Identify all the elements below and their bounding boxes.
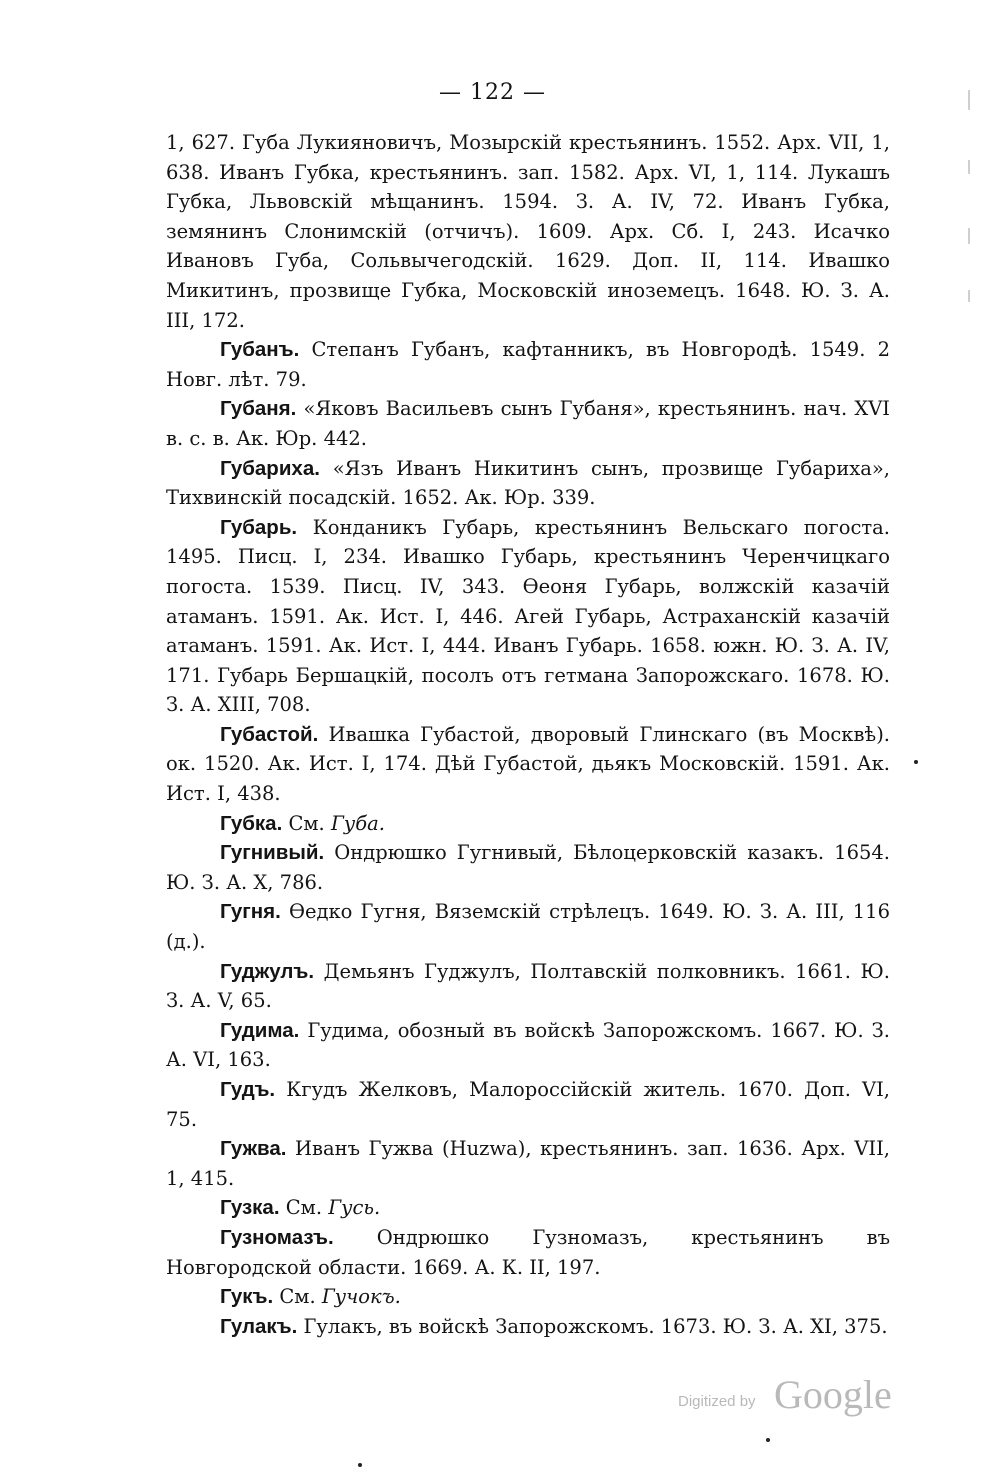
entry-headword: Гугня. <box>220 900 281 924</box>
entry-text: 1, 627. Губа Лукияновичъ, Мозырскій крестьянинъ. 1552. Арх. VII, 1, 638. Иванъ Губка, крестьянинъ. зап. 1582. Арх. VI, 1, 114. Лукашъ Губка, Львовскій мѣщанинъ. 1594. З. А. IV, 72. Иванъ Губка, земянинъ Слонимскій (отчичъ). 1609. Арх. Сб. I, 243. Исачко Ивановъ Губа, Сольвычегодскій. 1629. Доп. II, 114. Ивашко Микитинъ, прозвище Губка, Московскій иноземецъ. 1648. Ю. З. А. III, 172. <box>166 131 890 332</box>
entry-headword: Гужва. <box>220 1137 287 1161</box>
entry-headword: Гуджулъ. <box>220 959 315 983</box>
dictionary-entry-cross-reference <box>166 1193 890 1223</box>
google-logo: Google <box>774 1372 892 1417</box>
entry-headword: Губанъ. <box>220 338 300 362</box>
dictionary-entry <box>166 335 890 394</box>
entry-text: Иванъ Гужва (Huzwa), крестьянинъ. зап. 1636. Арх. VII, 1, 415. <box>166 1137 891 1190</box>
dictionary-entry <box>166 957 890 1016</box>
entry-text: Өедко Гугня, Вяземскій стрѣлецъ. 1649. Ю. З. А. III, 116 (д.). <box>166 900 890 954</box>
entry-text: Кгудъ Желковъ, Малороссійскій житель. 1670. Доп. VI, 75. <box>166 1078 891 1131</box>
entry-text: Степанъ Губанъ, кафтанникъ, въ Новгородѣ. 1549. 2 Новг. лѣт. 79. <box>166 338 890 391</box>
dictionary-entry-cross-reference <box>166 1282 890 1312</box>
dictionary-entry <box>166 1312 890 1342</box>
ink-speck <box>914 760 918 764</box>
entry-headword: Гукъ. <box>220 1285 274 1309</box>
entry-text: «Язъ Иванъ Никитинъ сынъ, прозвище Губариха», Тихвинскій посадскій. 1652. Ак. Юр. 339. <box>166 456 891 510</box>
digitized-by-google-watermark <box>678 1368 908 1418</box>
ink-speck <box>358 1463 362 1467</box>
ink-speck <box>766 1438 770 1442</box>
dictionary-entry <box>166 1223 890 1282</box>
scan-mark <box>968 90 970 110</box>
page-number: — 122 — <box>439 80 546 105</box>
dictionary-entry <box>166 394 890 453</box>
entry-headword: Губариха. <box>220 456 320 480</box>
dictionary-entry <box>166 454 890 513</box>
dictionary-entry <box>166 1016 890 1075</box>
entry-text: См. <box>288 811 325 835</box>
entry-text: Гулакъ, въ войскѣ Запорожскомъ. 1673. Ю. З. А. XI, 375. <box>303 1314 888 1338</box>
cross-reference-link: Гучокъ. <box>321 1285 401 1309</box>
dictionary-entry-cross-reference <box>166 809 890 839</box>
entry-text: Ивашка Губастой, дворовый Глинскаго (въ Москвѣ). ок. 1520. Ак. Ист. I, 174. Дѣй Губастой, дьякъ Московскій. 1591. Ак. Ист. I, 438. <box>166 722 891 806</box>
scan-mark <box>968 228 970 244</box>
dictionary-entry-continued <box>166 128 890 335</box>
cross-reference-link: Гусь. <box>328 1196 381 1220</box>
cross-reference-link: Губа. <box>330 811 385 835</box>
entry-text: Ондрюшко Гузномазъ, крестьянинъ въ Новгородской области. 1669. А. К. II, 197. <box>166 1225 890 1279</box>
entry-text: См. <box>279 1285 316 1309</box>
entry-text: Конданикъ Губарь, крестьянинъ Вельскаго погоста. 1495. Писц. I, 234. Ивашко Губарь, крестьянинъ Черенчицкаго погоста. 1539. Писц. IV, 343. Өеоня Губарь, волжскій казачій атаманъ. 1591. Ак. Ист. I, 446. Агей Губарь, Астраханскій казачій атаманъ. 1591. Ак. Ист. I, 444. Иванъ Губарь. 1658. южн. Ю. З. А. IV, 171. Губарь Бершацкій, посолъ отъ гетмана Запорожскаго. 1678. Ю. З. А. XIII, 708. <box>166 515 890 717</box>
dictionary-entry <box>166 838 890 897</box>
entry-headword: Гузка. <box>220 1196 280 1220</box>
entry-headword: Гудима. <box>220 1018 300 1042</box>
entry-headword: Губка. <box>220 811 283 835</box>
entry-headword: Губарь. <box>220 515 298 539</box>
dictionary-entry <box>166 897 890 956</box>
entry-headword: Гузномазъ. <box>220 1225 334 1249</box>
scan-mark <box>968 160 970 174</box>
dictionary-entries <box>166 128 890 1341</box>
dictionary-entry <box>166 1075 890 1134</box>
dictionary-entry <box>166 513 890 720</box>
entry-headword: Губаня. <box>220 397 297 421</box>
entry-text: Ондрюшко Гугнивый, Бѣлоцерковскій казакъ. 1654. Ю. З. А. X, 786. <box>166 841 890 894</box>
entry-headword: Гулакъ. <box>220 1314 298 1338</box>
page-edge-scan-marks <box>968 0 972 1476</box>
scan-mark <box>968 290 970 302</box>
watermark-prefix: Digitized by <box>678 1393 756 1410</box>
entry-text: См. <box>285 1196 323 1220</box>
dictionary-entry <box>166 720 890 809</box>
entry-text: Демьянъ Гуджулъ, Полтавскій полковникъ. 1661. Ю. З. А. V, 65. <box>166 959 890 1013</box>
entry-text: Гудима, обозный въ войскѣ Запорожскомъ. 1667. Ю. З. А. VI, 163. <box>166 1018 890 1072</box>
entry-headword: Губастой. <box>220 722 319 746</box>
entry-headword: Гугнивый. <box>220 841 325 865</box>
entry-text: «Яковъ Васильевъ сынъ Губаня», крестьянинъ. нач. XVI в. с. в. Ак. Юр. 442. <box>166 397 891 450</box>
entry-headword: Гудъ. <box>220 1078 276 1101</box>
dictionary-entry <box>166 1134 890 1193</box>
